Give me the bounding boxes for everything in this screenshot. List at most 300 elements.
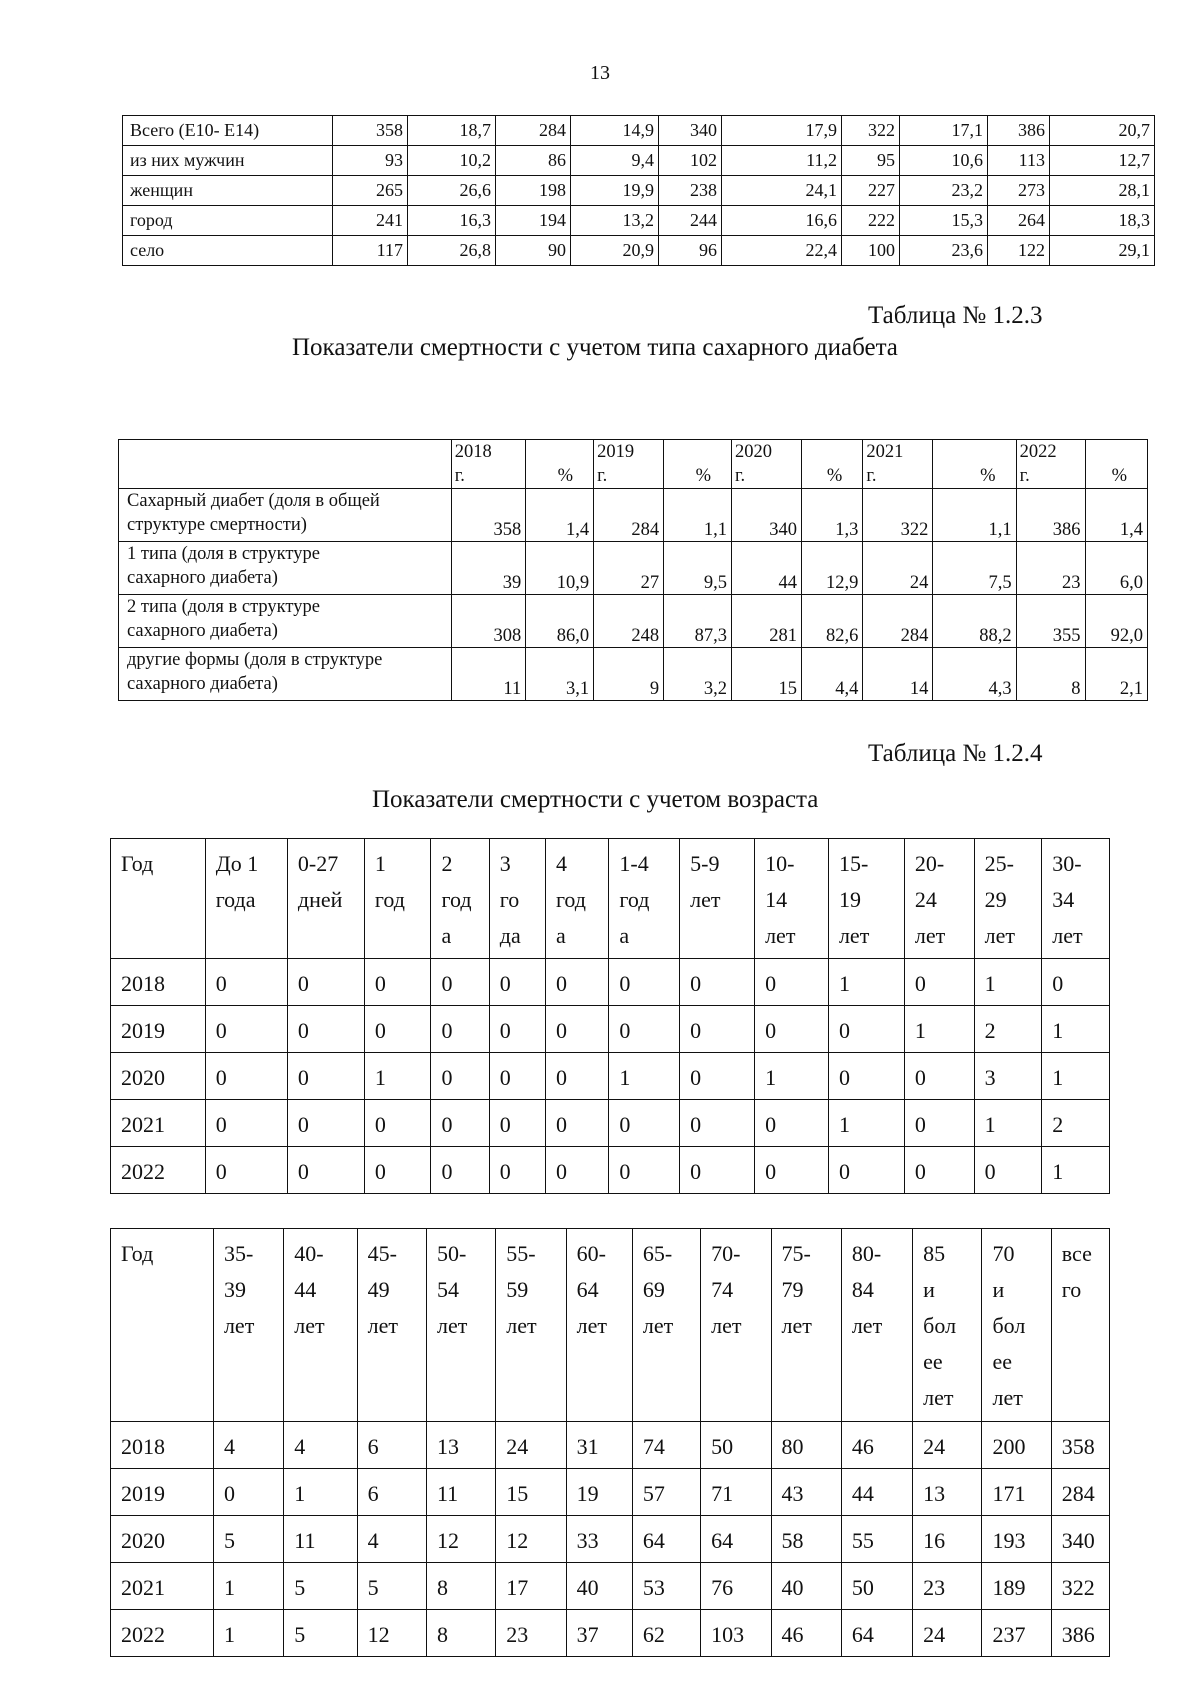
table-cell: 241 <box>333 206 408 236</box>
table-cell: 2,1 <box>1085 648 1147 701</box>
table-cell: 194 <box>496 206 571 236</box>
table-row <box>111 1563 1110 1610</box>
table-cell: 0 <box>287 1147 364 1194</box>
column-header-line: лет <box>506 1313 537 1338</box>
percent-header: % <box>933 440 1016 489</box>
table-cell: 24 <box>496 1422 566 1469</box>
table-cell: 0 <box>431 1006 489 1053</box>
table-cell: 0 <box>755 1147 829 1194</box>
row-label-line: сахарного диабета) <box>127 568 278 588</box>
column-header-line: 54 <box>436 1277 459 1302</box>
table-cell: 308 <box>451 595 525 648</box>
year-cell: 2019 <box>111 1469 214 1516</box>
table-cell: 39 <box>451 542 525 595</box>
column-header-line: 85 <box>923 1241 946 1266</box>
table-cell: 74 <box>632 1422 700 1469</box>
table-cell: 15 <box>496 1469 566 1516</box>
table-cell: 0 <box>755 1006 829 1053</box>
table-cell: 0 <box>213 1469 283 1516</box>
table-cell: 0 <box>828 1053 904 1100</box>
table-cell: 71 <box>701 1469 771 1516</box>
year-cell: 2021 <box>111 1563 214 1610</box>
table-cell: 358 <box>1051 1422 1109 1469</box>
column-header <box>111 839 206 959</box>
table-cell: 13,2 <box>571 206 659 236</box>
table-cell: 0 <box>609 1006 680 1053</box>
row-label <box>119 489 452 542</box>
table-cell: 355 <box>1016 595 1085 648</box>
table-cell: 0 <box>489 1100 545 1147</box>
table-cell: 200 <box>982 1422 1051 1469</box>
table-cell: 189 <box>982 1563 1051 1610</box>
table-row <box>111 1053 1110 1100</box>
table-cell: 358 <box>333 116 408 146</box>
table-cell: 50 <box>841 1563 912 1610</box>
table-row <box>111 959 1110 1006</box>
table-cell: 6 <box>357 1469 426 1516</box>
table-cell: 0 <box>287 1100 364 1147</box>
table-cell: 0 <box>609 1147 680 1194</box>
table-cell: 0 <box>205 1147 287 1194</box>
table-cell: 1,1 <box>664 489 732 542</box>
table-cell: 0 <box>545 1053 608 1100</box>
table-cell: 4,4 <box>802 648 863 701</box>
column-header-line: 1 <box>374 851 386 876</box>
row-label: женщин <box>123 176 333 206</box>
column-header-line: 39 <box>223 1277 246 1302</box>
table-cell: 3,1 <box>526 648 594 701</box>
column-header-line: лет <box>838 923 870 948</box>
table-cell: 26,6 <box>408 176 496 206</box>
table-cell: 23 <box>913 1563 982 1610</box>
column-header-line: 60- <box>576 1241 606 1266</box>
table-cell: 14 <box>863 648 933 701</box>
table-cell: 198 <box>496 176 571 206</box>
table-cell: 3,2 <box>664 648 732 701</box>
column-header-line: год <box>619 887 650 912</box>
column-header-line: лет <box>765 923 796 948</box>
year-cell: 2022 <box>111 1610 214 1657</box>
column-header <box>545 839 608 959</box>
table-cell: 44 <box>731 542 801 595</box>
table-row <box>123 206 1155 236</box>
table-cell: 122 <box>988 236 1050 266</box>
table-cell: 340 <box>659 116 722 146</box>
table-cell: 0 <box>545 1006 608 1053</box>
column-header-line: 55- <box>506 1241 536 1266</box>
column-header-line: год <box>374 887 405 912</box>
table-cell: 0 <box>431 1053 489 1100</box>
column-header <box>632 1229 700 1422</box>
row-label-line: структуре смертности) <box>127 515 307 535</box>
year-header <box>863 440 933 489</box>
table-row <box>111 1516 1110 1563</box>
table-cell: 43 <box>771 1469 841 1516</box>
table-cell: 86,0 <box>526 595 594 648</box>
table-cell: 23 <box>1016 542 1085 595</box>
table-cell: 37 <box>566 1610 632 1657</box>
table-cell: 40 <box>771 1563 841 1610</box>
column-header-line: года <box>215 887 256 912</box>
table-cell: 0 <box>904 1053 974 1100</box>
table-cell: 9 <box>594 648 664 701</box>
column-header-line: 44 <box>294 1277 317 1302</box>
row-label: Всего (Е10- Е14) <box>123 116 333 146</box>
table-row <box>123 236 1155 266</box>
year-unit: г. <box>734 466 746 486</box>
year-cell: 2019 <box>111 1006 206 1053</box>
table-cell: 16,6 <box>722 206 842 236</box>
year-unit: г. <box>454 466 465 486</box>
table-cell: 193 <box>982 1516 1051 1563</box>
table-cell: 64 <box>701 1516 771 1563</box>
table-cell: 265 <box>333 176 408 206</box>
column-header-line: До 1 <box>215 851 259 876</box>
column-header-line: а <box>441 923 452 948</box>
column-header <box>364 839 431 959</box>
table-cell: 1 <box>213 1563 283 1610</box>
table-cell: 1 <box>904 1006 974 1053</box>
table-cell: 27 <box>594 542 664 595</box>
column-header-line: 2 <box>441 851 453 876</box>
row-label-line: сахарного диабета) <box>127 621 278 641</box>
table-cell: 1 <box>974 959 1042 1006</box>
diabetes-type-mortality-table <box>118 439 1148 701</box>
table-cell: 16,3 <box>408 206 496 236</box>
table-cell: 87,3 <box>664 595 732 648</box>
column-header-line: 79 <box>781 1277 804 1302</box>
table-cell: 284 <box>496 116 571 146</box>
table-row <box>123 116 1155 146</box>
table-cell: 12,7 <box>1050 146 1155 176</box>
column-header <box>841 1229 912 1422</box>
table-cell: 0 <box>755 1100 829 1147</box>
column-header-line: и <box>923 1277 935 1302</box>
row-label-line: сахарного диабета) <box>127 674 278 694</box>
table-cell: 100 <box>842 236 900 266</box>
column-header <box>701 1229 771 1422</box>
table-cell: 26,8 <box>408 236 496 266</box>
table-cell: 117 <box>333 236 408 266</box>
column-header <box>609 839 680 959</box>
table-cell: 1 <box>1042 1147 1110 1194</box>
row-label-line: Сахарный диабет (доля в общей <box>127 491 380 511</box>
column-header-line: дней <box>297 887 343 912</box>
column-header-line: 24 <box>914 887 937 912</box>
table-cell: 322 <box>863 489 933 542</box>
table-cell: 0 <box>364 1100 431 1147</box>
table-cell: 244 <box>659 206 722 236</box>
table-cell: 284 <box>594 489 664 542</box>
table-cell: 12,9 <box>802 542 863 595</box>
table-cell: 2 <box>1042 1100 1110 1147</box>
table-cell: 1 <box>974 1100 1042 1147</box>
table-cell: 386 <box>988 116 1050 146</box>
table-cell: 23,6 <box>900 236 988 266</box>
table-cell: 6,0 <box>1085 542 1147 595</box>
column-header <box>496 1229 566 1422</box>
row-label: город <box>123 206 333 236</box>
table-cell: 284 <box>863 595 933 648</box>
table-cell: 0 <box>680 959 755 1006</box>
column-header <box>1051 1229 1109 1422</box>
table-cell: 1 <box>1042 1006 1110 1053</box>
year-cell: 2020 <box>111 1516 214 1563</box>
column-header <box>357 1229 426 1422</box>
table-cell: 93 <box>333 146 408 176</box>
row-label <box>119 542 452 595</box>
column-header-line: 80- <box>851 1241 882 1266</box>
column-header-line: и <box>992 1277 1005 1302</box>
column-header-line: 10- <box>765 851 795 876</box>
table-cell: 0 <box>545 959 608 1006</box>
percent-header: % <box>664 440 732 489</box>
column-header-line: 74 <box>711 1277 734 1302</box>
year-header <box>594 440 664 489</box>
age-mortality-table-part2 <box>110 1228 1110 1657</box>
table-cell: 1 <box>828 1100 904 1147</box>
table-cell: 0 <box>489 1006 545 1053</box>
table-cell: 5 <box>284 1610 357 1657</box>
table-cell: 17,1 <box>900 116 988 146</box>
column-header-line: лет <box>984 923 1015 948</box>
column-header-line: 59 <box>506 1277 529 1302</box>
row-label: село <box>123 236 333 266</box>
table-cell: 1 <box>1042 1053 1110 1100</box>
table-cell: 18,7 <box>408 116 496 146</box>
year-unit: г. <box>597 466 608 486</box>
column-header-line: 5-9 <box>690 851 720 876</box>
column-header-line: 14 <box>765 887 788 912</box>
table-cell: 8 <box>426 1610 495 1657</box>
table-row <box>119 542 1148 595</box>
table-cell: 57 <box>632 1469 700 1516</box>
table-cell: 28,1 <box>1050 176 1155 206</box>
column-header <box>426 1229 495 1422</box>
table-cell: 23 <box>496 1610 566 1657</box>
table-cell: 33 <box>566 1516 632 1563</box>
column-header-line: 1-4 <box>619 851 649 876</box>
table-cell: 46 <box>841 1422 912 1469</box>
table-row <box>119 648 1148 701</box>
table-cell: 62 <box>632 1610 700 1657</box>
column-header-line: год <box>555 887 586 912</box>
table-cell: 5 <box>213 1516 283 1563</box>
column-header-line: го <box>499 887 520 912</box>
column-header-line: Год <box>121 851 154 876</box>
table-cell: 12 <box>357 1610 426 1657</box>
table-cell: 24 <box>913 1422 982 1469</box>
table-cell: 1 <box>213 1610 283 1657</box>
table-124-title: Показатели смертности с учетом возраста <box>372 786 819 813</box>
table-cell: 24 <box>913 1610 982 1657</box>
column-header-line: 20- <box>914 851 945 876</box>
column-header-line: 65- <box>642 1241 673 1266</box>
column-header <box>828 839 904 959</box>
column-header <box>771 1229 841 1422</box>
percent-header: % <box>1085 440 1147 489</box>
table-cell: 0 <box>205 1053 287 1100</box>
table-123-number: Таблица № 1.2.3 <box>868 302 1043 329</box>
table-cell: 22,4 <box>722 236 842 266</box>
column-header-line: лет <box>851 1313 883 1338</box>
table-header-row <box>111 1229 1110 1422</box>
column-header-line: год <box>441 887 472 912</box>
table-cell: 0 <box>287 959 364 1006</box>
page-number: 13 <box>590 62 610 84</box>
table-cell: 86 <box>496 146 571 176</box>
age-mortality-table-part1 <box>110 838 1110 1194</box>
table-cell: 14,9 <box>571 116 659 146</box>
table-cell: 9,5 <box>664 542 732 595</box>
column-header <box>284 1229 357 1422</box>
table-cell: 0 <box>205 1100 287 1147</box>
row-label: из них мужчин <box>123 146 333 176</box>
table-cell: 386 <box>1051 1610 1109 1657</box>
table-cell: 273 <box>988 176 1050 206</box>
row-label <box>119 648 452 701</box>
column-header-line: го <box>1061 1277 1082 1302</box>
table-cell: 88,2 <box>933 595 1016 648</box>
year-unit: г. <box>866 466 877 486</box>
table-row <box>111 1100 1110 1147</box>
column-header-line: лет <box>711 1313 742 1338</box>
table-cell: 24 <box>863 542 933 595</box>
table-cell: 1 <box>284 1469 357 1516</box>
table-cell: 4 <box>284 1422 357 1469</box>
table-cell: 0 <box>205 1006 287 1053</box>
column-header-line: 70- <box>711 1241 741 1266</box>
table-cell: 10,9 <box>526 542 594 595</box>
table-cell: 1 <box>828 959 904 1006</box>
column-header-line: 30- <box>1052 851 1082 876</box>
percent-header: % <box>802 440 863 489</box>
table-cell: 171 <box>982 1469 1051 1516</box>
table-cell: 0 <box>205 959 287 1006</box>
column-header-line: бол <box>992 1313 1026 1338</box>
table-cell: 340 <box>731 489 801 542</box>
column-header-line: а <box>619 923 630 948</box>
table-cell: 0 <box>680 1100 755 1147</box>
table-cell: 0 <box>287 1006 364 1053</box>
column-header-line: да <box>499 923 521 948</box>
table-cell: 237 <box>982 1610 1051 1657</box>
column-header-line: лет <box>992 1385 1023 1410</box>
table-cell: 13 <box>426 1422 495 1469</box>
table-header-row <box>111 839 1110 959</box>
column-header-line: 49 <box>367 1277 390 1302</box>
table-cell: 322 <box>842 116 900 146</box>
year-label: 2020 <box>734 442 772 462</box>
year-cell: 2018 <box>111 1422 214 1469</box>
column-header <box>1042 839 1110 959</box>
table-cell: 1 <box>755 1053 829 1100</box>
table-cell: 1 <box>609 1053 680 1100</box>
table-cell: 248 <box>594 595 664 648</box>
column-header-line: 25- <box>984 851 1014 876</box>
table-header-row <box>119 440 1148 489</box>
year-cell: 2021 <box>111 1100 206 1147</box>
table-cell: 64 <box>632 1516 700 1563</box>
column-header <box>755 839 829 959</box>
column-header-line: 40- <box>294 1241 324 1266</box>
column-header-line: лет <box>781 1313 812 1338</box>
column-header-line: лет <box>914 923 946 948</box>
table-cell: 386 <box>1016 489 1085 542</box>
table-cell: 82,6 <box>802 595 863 648</box>
table-cell: 0 <box>364 959 431 1006</box>
column-header-line: бол <box>923 1313 957 1338</box>
table-cell: 0 <box>904 1147 974 1194</box>
table-cell: 15 <box>731 648 801 701</box>
table-cell: 1,4 <box>1085 489 1147 542</box>
table-cell: 17 <box>496 1563 566 1610</box>
column-header-line: Год <box>121 1241 154 1266</box>
table-cell: 0 <box>904 959 974 1006</box>
table-cell: 19 <box>566 1469 632 1516</box>
table-cell: 7,5 <box>933 542 1016 595</box>
table-cell: 0 <box>364 1006 431 1053</box>
table-cell: 0 <box>828 1006 904 1053</box>
table-cell: 58 <box>771 1516 841 1563</box>
mortality-summary-table <box>122 115 1155 266</box>
year-header <box>1016 440 1085 489</box>
table-cell: 358 <box>451 489 525 542</box>
table-cell: 4 <box>357 1516 426 1563</box>
table-cell: 0 <box>828 1147 904 1194</box>
year-cell: 2018 <box>111 959 206 1006</box>
year-header <box>451 440 525 489</box>
table-row <box>111 1147 1110 1194</box>
table-cell: 19,9 <box>571 176 659 206</box>
table-row <box>123 176 1155 206</box>
column-header-line: 0-27 <box>297 851 339 876</box>
table-cell: 12 <box>426 1516 495 1563</box>
column-header-line: а <box>555 923 566 948</box>
table-cell: 11,2 <box>722 146 842 176</box>
table-cell: 0 <box>489 1053 545 1100</box>
table-cell: 4 <box>213 1422 283 1469</box>
table-cell: 103 <box>701 1610 771 1657</box>
table-cell: 9,4 <box>571 146 659 176</box>
table-cell: 4,3 <box>933 648 1016 701</box>
table-row <box>111 1610 1110 1657</box>
table-cell: 16 <box>913 1516 982 1563</box>
row-label <box>119 595 452 648</box>
table-cell: 6 <box>357 1422 426 1469</box>
table-cell: 24,1 <box>722 176 842 206</box>
table-cell: 23,2 <box>900 176 988 206</box>
column-header <box>287 839 364 959</box>
table-cell: 5 <box>357 1563 426 1610</box>
table-cell: 76 <box>701 1563 771 1610</box>
table-cell: 0 <box>545 1147 608 1194</box>
column-header-line: 70 <box>992 1241 1015 1266</box>
column-header-line: ее <box>992 1349 1013 1374</box>
table-cell: 11 <box>284 1516 357 1563</box>
year-unit: г. <box>1019 466 1030 486</box>
table-cell: 0 <box>609 959 680 1006</box>
table-cell: 8 <box>1016 648 1085 701</box>
table-cell: 238 <box>659 176 722 206</box>
table-cell: 2 <box>974 1006 1042 1053</box>
table-cell: 0 <box>431 959 489 1006</box>
column-header-line: лет <box>923 1385 954 1410</box>
column-header-line: 4 <box>555 851 567 876</box>
table-cell: 29,1 <box>1050 236 1155 266</box>
table-cell: 0 <box>680 1147 755 1194</box>
table-124-number: Таблица № 1.2.4 <box>868 740 1043 767</box>
